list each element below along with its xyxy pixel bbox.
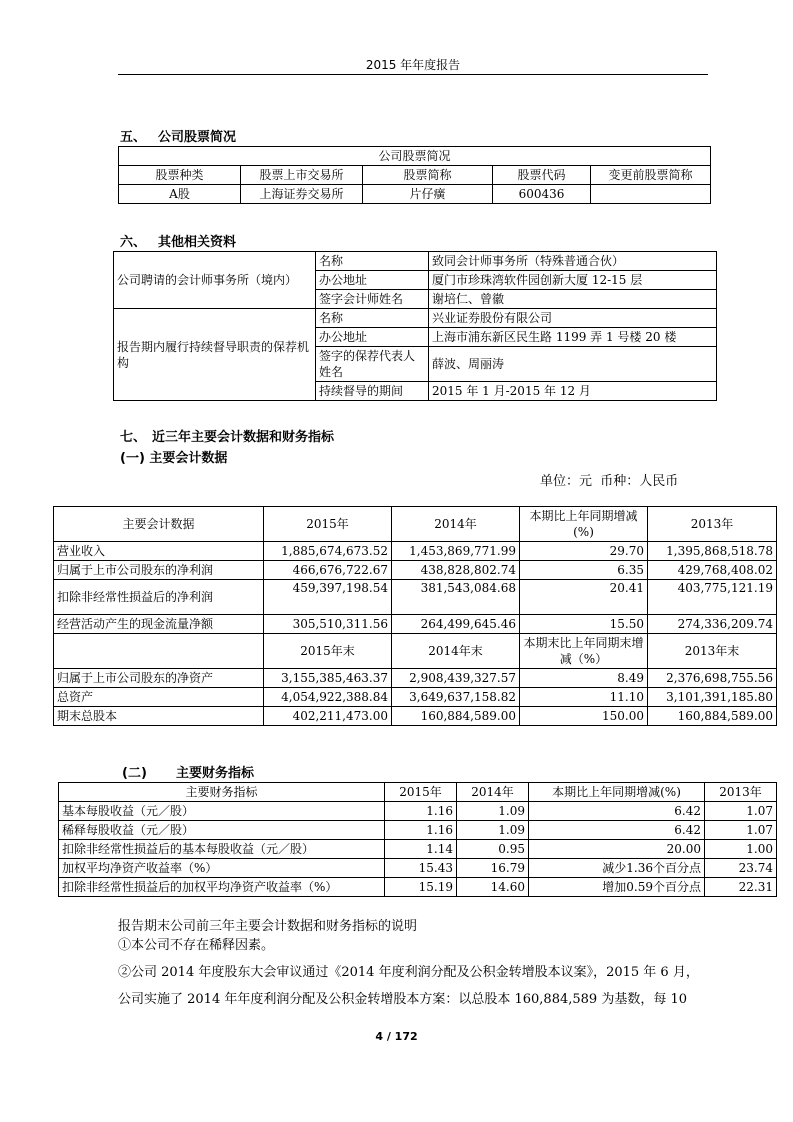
table-row — [54, 669, 777, 688]
row-key: 名称 — [316, 309, 429, 328]
header-cell: 本期末比上年同期末增减（%） — [520, 634, 648, 669]
section-6-title: 其他相关资料 — [158, 235, 237, 250]
value-cell: 264,499,645.46 — [392, 615, 520, 634]
value-cell: 15.43 — [385, 859, 457, 878]
row-key: 办公地址 — [316, 271, 429, 290]
section-7-title: 近三年主要会计数据和财务指标 — [152, 430, 335, 445]
row-value: 2015 年 1 月-2015 年 12 月 — [429, 382, 717, 401]
value-cell: 403,775,121.19 — [648, 580, 777, 615]
row-label: 加权平均净资产收益率（%） — [59, 859, 385, 878]
sponsor-label: 报告期内履行持续督导职责的保荐机构 — [114, 309, 316, 401]
header-cell: 2013年 — [648, 507, 777, 542]
value-cell: 466,676,722.67 — [264, 561, 392, 580]
empty-header-cell — [54, 634, 264, 669]
section-7-number: 七、 — [120, 430, 147, 445]
note-2-continued: 公司实施了 2014 年年度利润分配及公积金转增股本方案：以总股本 160,884,589 为基数，每 10 — [118, 992, 687, 1007]
value-cell: 2,376,698,755.56 — [648, 669, 777, 688]
subsection-1-title: (一) 主要会计数据 — [120, 451, 228, 466]
header-cell: 变更前股票简称 — [591, 166, 711, 185]
value-cell: 459,397,198.54 — [264, 580, 392, 615]
value-cell: 429,768,408.02 — [648, 561, 777, 580]
value-cell: 8.49 — [520, 669, 648, 688]
value-cell: 1.09 — [457, 821, 529, 840]
table-row — [54, 561, 777, 580]
value-cell: 160,884,589.00 — [648, 707, 777, 726]
value-cell: 1,395,868,518.78 — [648, 542, 777, 561]
table-row — [114, 309, 717, 328]
header-cell: 主要财务指标 — [59, 783, 385, 802]
value-cell: 1,885,674,673.52 — [264, 542, 392, 561]
header-cell: 2014年 — [457, 783, 529, 802]
value-cell: 20.41 — [520, 580, 648, 615]
row-value: 薛波、周丽涛 — [429, 347, 717, 382]
value-cell: 160,884,589.00 — [392, 707, 520, 726]
previous-short-name — [591, 185, 711, 204]
stock-type: A股 — [119, 185, 241, 204]
header-divider — [118, 74, 708, 75]
value-cell: 402,211,473.00 — [264, 707, 392, 726]
value-cell: 274,336,209.74 — [648, 615, 777, 634]
value-cell: 1.00 — [705, 840, 777, 859]
stock-short-name: 片仔癀 — [363, 185, 493, 204]
row-value: 致同会计师事务所（特殊普通合伙） — [429, 252, 717, 271]
row-value: 厦门市珍珠湾软件园创新大厦 12-15 层 — [429, 271, 717, 290]
value-cell: 2,908,439,327.57 — [392, 669, 520, 688]
value-cell: 23.74 — [705, 859, 777, 878]
stock-info-table — [118, 146, 711, 204]
value-cell: 1.16 — [385, 802, 457, 821]
value-cell: 6.42 — [529, 821, 705, 840]
header-cell: 股票上市交易所 — [241, 166, 363, 185]
value-cell: 11.10 — [520, 688, 648, 707]
row-label: 基本每股收益（元／股） — [59, 802, 385, 821]
value-cell: 3,649,637,158.82 — [392, 688, 520, 707]
row-value: 兴业证券股份有限公司 — [429, 309, 717, 328]
table-row — [54, 707, 777, 726]
note-2: ②公司 2014 年度股东大会审议通过《2014 年度利润分配及公积金转增股本议案》，2015 年 6 月， — [118, 965, 699, 980]
row-key: 办公地址 — [316, 328, 429, 347]
header-cell: 2013年 — [705, 783, 777, 802]
header-cell: 主要会计数据 — [54, 507, 264, 542]
header-cell: 股票简称 — [363, 166, 493, 185]
header-cell: 股票代码 — [493, 166, 591, 185]
value-cell: 305,510,311.56 — [264, 615, 392, 634]
table-row — [54, 580, 777, 615]
financial-indicators-table — [58, 782, 777, 897]
value-cell: 16.79 — [457, 859, 529, 878]
header-cell: 股票种类 — [119, 166, 241, 185]
value-cell: 6.35 — [520, 561, 648, 580]
header-cell: 本期比上年同期增减(%) — [529, 783, 705, 802]
value-cell: 20.00 — [529, 840, 705, 859]
table-header-row — [119, 166, 711, 185]
value-cell: 15.19 — [385, 878, 457, 897]
value-cell: 150.00 — [520, 707, 648, 726]
value-cell: 14.60 — [457, 878, 529, 897]
value-cell: 4,054,922,388.84 — [264, 688, 392, 707]
value-cell: 1.14 — [385, 840, 457, 859]
row-label: 营业收入 — [54, 542, 264, 561]
value-cell: 29.70 — [520, 542, 648, 561]
subsection-2-number: (二) — [122, 766, 147, 781]
section-6-number: 六、 — [120, 235, 147, 250]
row-label: 归属于上市公司股东的净利润 — [54, 561, 264, 580]
report-header: 2015 年年度报告 — [365, 58, 461, 72]
table-header-row — [59, 783, 777, 802]
row-key: 签字的保荐代表人姓名 — [316, 347, 429, 382]
table-row — [59, 821, 777, 840]
row-value: 上海市浦东新区民生路 1199 弄 1 号楼 20 楼 — [429, 328, 717, 347]
stock-code: 600436 — [493, 185, 591, 204]
value-cell: 22.31 — [705, 878, 777, 897]
stock-table-title: 公司股票简况 — [119, 147, 711, 166]
value-cell: 减少1.36个百分点 — [529, 859, 705, 878]
value-cell: 1,453,869,771.99 — [392, 542, 520, 561]
auditor-label: 公司聘请的会计师事务所（境内） — [114, 252, 316, 309]
table-row — [59, 859, 777, 878]
header-cell: 2015年末 — [264, 634, 392, 669]
row-label: 扣除非经常性损益后的净利润 — [54, 580, 264, 615]
section-5-title: 公司股票简况 — [158, 130, 237, 145]
value-cell: 1.09 — [457, 802, 529, 821]
header-cell: 2014年末 — [392, 634, 520, 669]
row-label: 总资产 — [54, 688, 264, 707]
subsection-2-title: 主要财务指标 — [176, 766, 255, 781]
header-cell: 2015年 — [264, 507, 392, 542]
row-label: 归属于上市公司股东的净资产 — [54, 669, 264, 688]
section-5-number: 五、 — [120, 130, 147, 145]
table-row — [54, 688, 777, 707]
notes-heading: 报告期末公司前三年主要会计数据和财务指标的说明 — [118, 919, 418, 934]
value-cell: 0.95 — [457, 840, 529, 859]
value-cell: 增加0.59个百分点 — [529, 878, 705, 897]
table-row — [59, 840, 777, 859]
table-row — [59, 802, 777, 821]
value-cell: 15.50 — [520, 615, 648, 634]
row-label: 经营活动产生的现金流量净额 — [54, 615, 264, 634]
row-label: 期末总股本 — [54, 707, 264, 726]
value-cell: 438,828,802.74 — [392, 561, 520, 580]
accounting-data-table — [53, 506, 777, 726]
table-row — [59, 878, 777, 897]
row-label: 扣除非经常性损益后的基本每股收益（元／股） — [59, 840, 385, 859]
row-label: 稀释每股收益（元／股） — [59, 821, 385, 840]
value-cell: 381,543,084.68 — [392, 580, 520, 615]
other-info-table — [113, 251, 717, 401]
table-row — [114, 252, 717, 271]
unit-label: 单位：元 币种：人民币 — [540, 474, 679, 489]
row-key: 签字会计师姓名 — [316, 290, 429, 309]
header-cell: 2015年 — [385, 783, 457, 802]
stock-exchange: 上海证券交易所 — [241, 185, 363, 204]
header-cell: 2014年 — [392, 507, 520, 542]
row-key: 名称 — [316, 252, 429, 271]
page-number: 4 / 172 — [375, 1030, 418, 1043]
value-cell: 1.16 — [385, 821, 457, 840]
table-header-row — [54, 507, 777, 542]
table-header-row — [54, 634, 777, 669]
row-value: 谢培仁、曾徽 — [429, 290, 717, 309]
table-row — [54, 615, 777, 634]
note-1: ①本公司不存在稀释因素。 — [118, 938, 275, 953]
row-key: 持续督导的期间 — [316, 382, 429, 401]
table-row — [54, 542, 777, 561]
value-cell: 3,155,385,463.37 — [264, 669, 392, 688]
value-cell: 6.42 — [529, 802, 705, 821]
value-cell: 3,101,391,185.80 — [648, 688, 777, 707]
value-cell: 1.07 — [705, 802, 777, 821]
header-cell: 2013年末 — [648, 634, 777, 669]
value-cell: 1.07 — [705, 821, 777, 840]
header-cell: 本期比上年同期增减(%) — [520, 507, 648, 542]
table-row — [119, 185, 711, 204]
row-label: 扣除非经常性损益后的加权平均净资产收益率（%） — [59, 878, 385, 897]
